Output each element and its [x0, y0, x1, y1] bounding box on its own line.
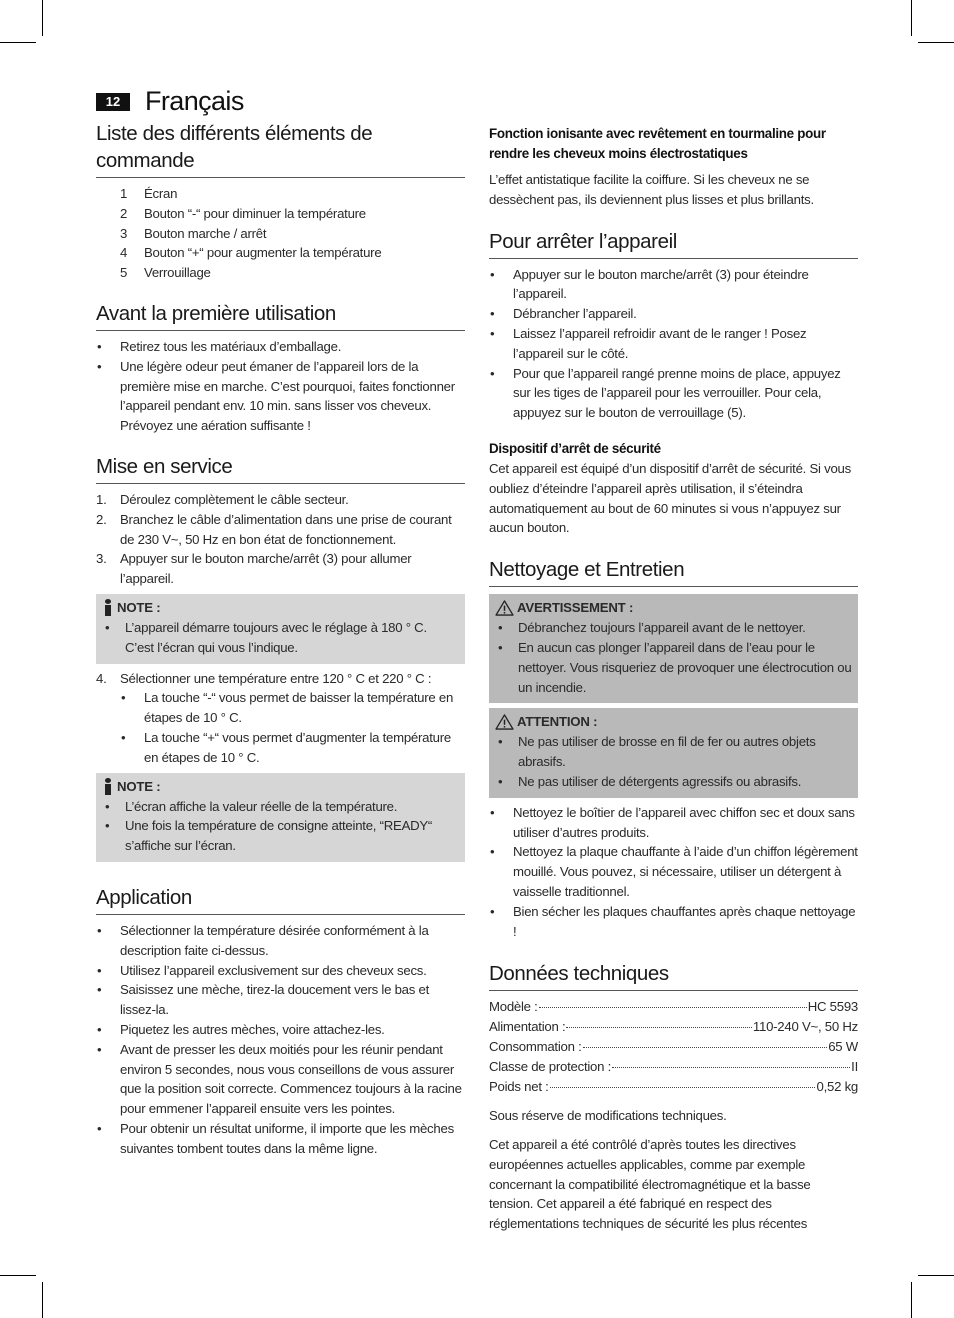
list-item: • En aucun cas plonger l’appareil dans de l’eau pour le nettoyer. Vous risqueriez de provoquer une électrocution ou un incendie. [495, 638, 852, 697]
cleaning-list [489, 803, 858, 942]
attention-box [489, 708, 858, 797]
ionic-text: L’effet antistatique facilite la coiffure. Si les cheveux ne se dessèchent pas, ils deviennent plus lisses et plus brillants. [489, 172, 814, 207]
list-item: 4 Bouton “+“ pour augmenter la température [120, 245, 382, 261]
warning-icon [495, 714, 514, 730]
crop-mark [911, 1282, 912, 1318]
spec-row: Alimentation : 110-240 V~, 50 Hz [489, 1019, 858, 1035]
spec-row: Modèle : HC 5593 [489, 999, 858, 1015]
list-item: • Saisissez une mèche, tirez-la doucement vers le bas et lissez-la. [96, 980, 465, 1020]
section-title-stop: Pour arrêter l’appareil [489, 228, 858, 259]
list-item: • Retirez tous les matériaux d’emballage. [96, 337, 465, 357]
list-item: • Ne pas utiliser de brosse en fil de fer ou autres objets abrasifs. [495, 732, 852, 772]
section-title-ionic: Fonction ionisante avec revêtement en tourmaline pour rendre les cheveux moins électrostatiques [489, 126, 826, 161]
list-item: • Nettoyez la plaque chauffante à l’aide d’un chiffon légèrement mouillé. Vous pouvez, si nécessaire, utiliser un détergent à vaisselle traditionnel. [489, 842, 858, 901]
list-item: • Appuyer sur le bouton marche/arrêt (3) pour éteindre l’appareil. [489, 265, 858, 305]
right-column [489, 124, 858, 1234]
list-item: • Piquetez les autres mèches, voire attachez-les. [96, 1020, 465, 1040]
list-item: 2 Bouton “-“ pour diminuer la température [120, 205, 366, 221]
spec-row: Consommation : 65 W [489, 1038, 858, 1054]
attention-label: ATTENTION : [517, 714, 598, 730]
list-item: • Avant de presser les deux moitiés pour les réunir pendant environ 5 secondes, nous vous conseillons de vous assurer que la position soit correcte. Commencez toujours à la racine pour emmener l’appareil ensuite vers les pointes. [96, 1040, 465, 1119]
list-item: • Utilisez l’appareil exclusivement sur des cheveux secs. [96, 961, 465, 981]
stop-list [489, 265, 858, 423]
list-item: • Laissez l’appareil refroidir avant de le ranger ! Posez l’appareil sur le côté. [489, 324, 858, 364]
list-item: 1 Écran [120, 186, 178, 201]
application-list [96, 921, 465, 1159]
crop-mark [0, 1275, 36, 1276]
list-item: • La touche “+“ vous permet d’augmenter la température en étapes de 10 ° C. [96, 728, 465, 768]
list-item: 2. Branchez le câble d’alimentation dans une prise de courant de 230 V~, 50 Hz en bon état de fonctionnement. [96, 511, 452, 547]
list-item: 3. Appuyer sur le bouton marche/arrêt (3) pour allumer l’appareil. [96, 551, 412, 587]
tech-specs-list [489, 997, 858, 1096]
note-label: NOTE : [117, 778, 161, 794]
list-item: • Débranchez toujours l’appareil avant de le nettoyer. [495, 618, 852, 638]
crop-mark [918, 42, 954, 43]
list-item: • Bien sécher les plaques chauffantes après chaque nettoyage ! [489, 902, 858, 942]
safety-text: Cet appareil est équipé d’un dispositif d’arrêt de sécurité. Si vous oubliez d’éteindre l’appareil après utilisation, il s’éteindra automatiquement au bout de 60 minutes si vous n’appuyez sur aucun bouton. [489, 460, 851, 536]
section-title-first-use: Avant la première utilisation [96, 300, 465, 331]
list-item: • Une légère odeur peut émaner de l’appareil lors de la première mise en marche. C’est pourquoi, faites fonctionner l’appareil pendant env. 10 min. sans lisser vos cheveux. Prévoyez une aération suffisante ! [96, 357, 465, 436]
conformity-text: Cet appareil a été contrôlé d’après toutes les directives européennes actuelles applicables, comme par exemple concernant la compatibilité électromagnétique et la basse tension. Cet appareil a été fabriqué en respect des réglementations techniques de sécurité les plus récentes [489, 1137, 811, 1232]
section-title-safety: Dispositif d’arrêt de sécurité [489, 440, 661, 456]
info-icon [102, 778, 114, 795]
page-title: Français [145, 86, 244, 116]
section-title-tech: Données techniques [489, 960, 858, 991]
crop-mark [0, 42, 36, 43]
list-item: • Pour obtenir un résultat uniforme, il importe que les mèches suivantes tombent toutes dans la même ligne. [96, 1119, 465, 1159]
list-item: 5 Verrouillage [120, 265, 211, 281]
section-title-controls: Liste des différents éléments de commande [96, 120, 465, 178]
page-number-badge: 12 [96, 93, 130, 111]
reserve-text: Sous réserve de modifications techniques. [489, 1108, 727, 1124]
list-item: • Nettoyez le boîtier de l’appareil avec chiffon sec et doux sans utiliser d’autres produits. [489, 803, 858, 843]
list-item: 4. Sélectionner une température entre 120 ° C et 220 ° C : [96, 670, 432, 686]
warning-box [489, 594, 858, 703]
section-title-application: Application [96, 884, 465, 915]
list-item: • La touche “-“ vous permet de baisser la température en étapes de 10 ° C. [96, 688, 465, 728]
note-box [96, 773, 465, 862]
start-steps-list [96, 490, 465, 589]
crop-mark [42, 1282, 43, 1318]
warning-label: AVERTISSEMENT : [517, 600, 634, 616]
section-title-start: Mise en service [96, 453, 465, 484]
first-use-list [96, 337, 465, 436]
note-label: NOTE : [117, 599, 161, 615]
info-icon [102, 599, 114, 616]
list-item: 3 Bouton marche / arrêt [120, 225, 267, 241]
crop-mark [918, 1275, 954, 1276]
spec-row: Poids net : 0,52 kg [489, 1078, 858, 1094]
list-item: • Sélectionner la température désirée conformément à la description faite ci-dessus. [96, 921, 465, 961]
left-column [96, 120, 465, 1158]
note-box [96, 594, 465, 664]
spec-row: Classe de protection : II [489, 1058, 858, 1074]
list-item: • L’appareil démarre toujours avec le réglage à 180 ° C. C’est l’écran qui vous l’indique. [102, 618, 459, 658]
start-step-4 [96, 669, 465, 689]
section-title-cleaning: Nettoyage et Entretien [489, 556, 858, 587]
list-item: • Une fois la température de consigne atteinte, “READY“ s’affiche sur l’écran. [102, 816, 459, 856]
crop-mark [911, 0, 912, 36]
controls-list [96, 184, 465, 283]
list-item: • Débrancher l’appareil. [489, 304, 858, 324]
list-item: • Pour que l’appareil rangé prenne moins de place, appuyez sur les tiges de l’appareil pour les verrouiller. Pour cela, appuyez sur le bouton de verrouillage (5). [489, 364, 858, 423]
warning-icon [495, 600, 514, 616]
crop-mark [42, 0, 43, 36]
list-item: • Ne pas utiliser de détergents agressifs ou abrasifs. [495, 772, 852, 792]
step-4-sublist [96, 688, 465, 767]
list-item: 1. Déroulez complètement le câble secteur. [96, 491, 349, 507]
list-item: • L’écran affiche la valeur réelle de la température. [102, 797, 459, 817]
